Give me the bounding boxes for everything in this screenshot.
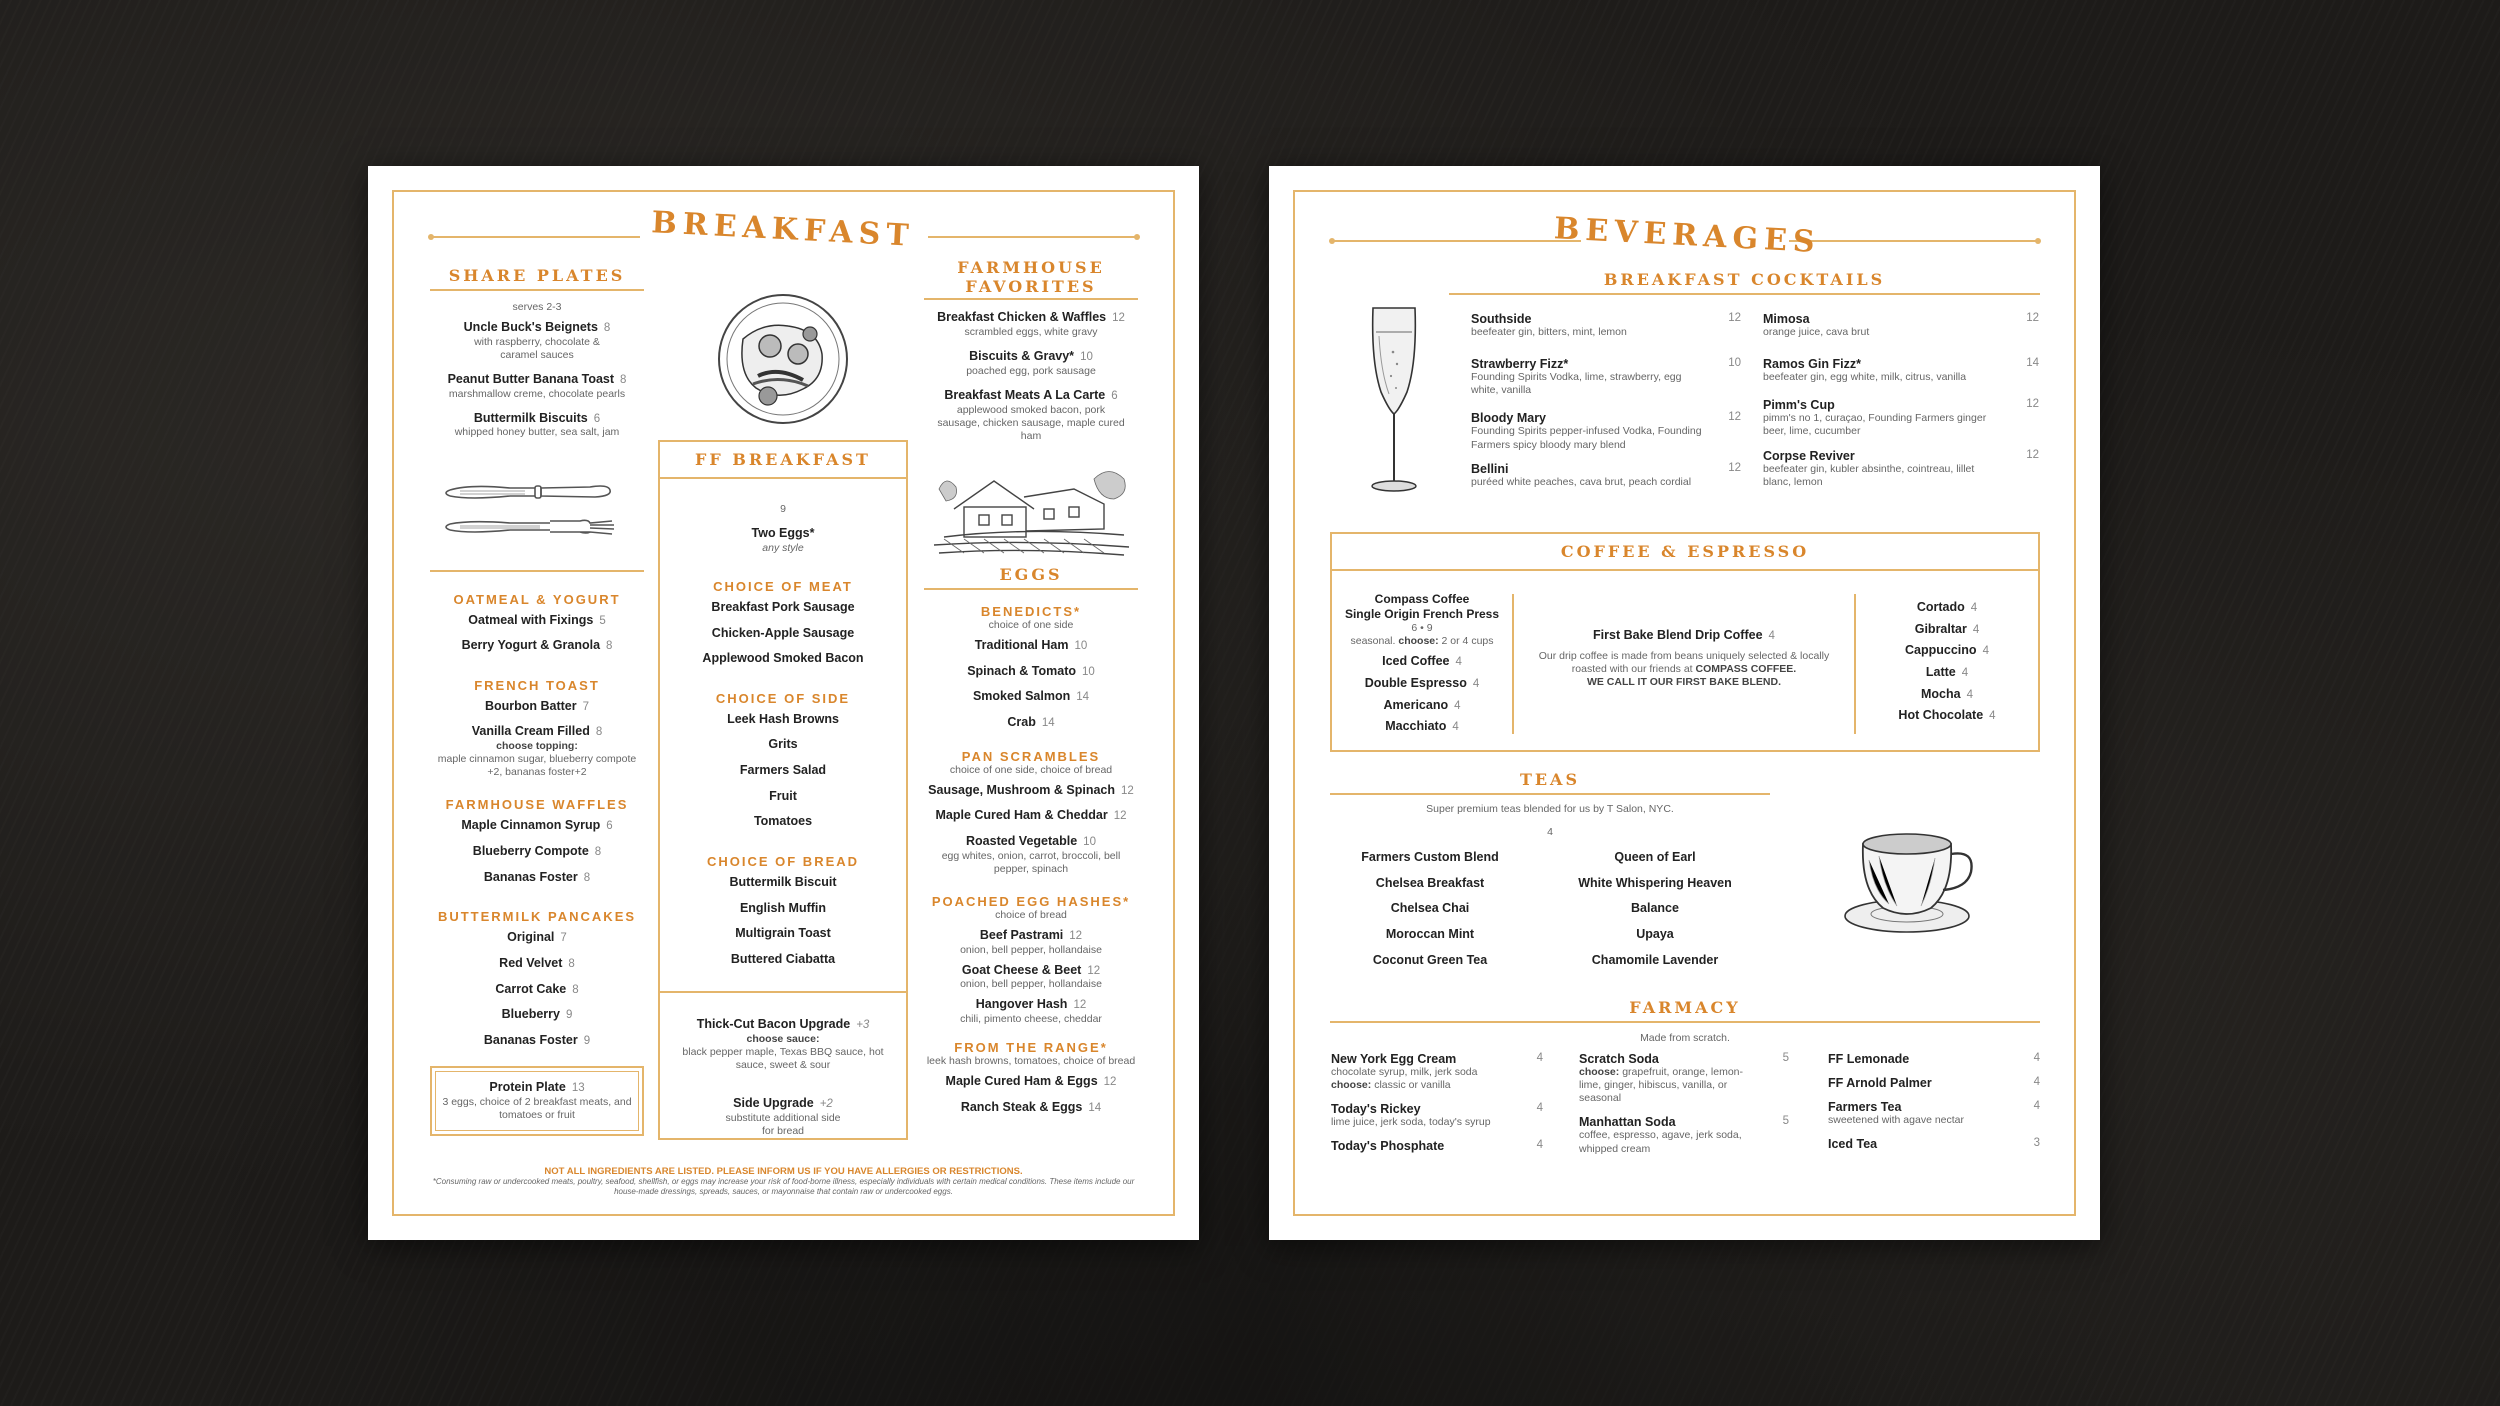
oatmeal-item: Berry Yogurt & Granola 8 [461,638,613,653]
coffee-left-column [1335,592,1509,735]
choice-of-meat-heading: CHOICE OF MEAT [713,578,853,594]
cocktail-item: Corpse Reviver 12 beefeater gin, kubler absinthe, cointreau, lillet blanc, lemon [1763,448,2039,488]
pancakes-heading: BUTTERMILK PANCAKES [437,909,637,925]
side-upgrade-desc: substitute additional side for bread [725,1112,841,1138]
side-option: Farmers Salad [739,763,827,777]
rule-dot [1329,238,1335,244]
champagne-flute-illustration [1359,302,1429,502]
meat-option: Applewood Smoked Bacon [702,651,864,666]
farmacy-item: FF Arnold Palmer 4 [1828,1076,2040,1090]
farmacy-column-1 [1331,1052,1543,1153]
breakfast-cocktails-heading: BREAKFAST COCKTAILS [1449,270,2040,295]
farmacy-item: New York Egg Cream 4 chocolate syrup, milk, jerk soda choose: classic or vanilla [1331,1052,1543,1092]
oatmeal-heading: OATMEAL & YOGURT [453,591,621,607]
cocktails-left-column [1471,312,1741,489]
cocktail-item: Bellini 12 puréed white peaches, cava brut, peach cordial [1471,461,1741,488]
benedicts-heading: BENEDICTS* [980,603,1082,619]
raw-food-warning: *Consuming raw or undercooked meats, poultry, seafood, shellfish, or eggs may increase your risk of food-borne illness, especially individuals with certain medical conditions. These items include our house-made dressings, spreads, sauces, or mayonnaise that contain raw or undercooked eggs. [432,1177,1135,1196]
coffee-divider [1512,594,1514,734]
share-plates-heading: SHARE PLATES [430,266,644,291]
ff-breakfast-heading: FF BREAKFAST [695,450,871,469]
side-option: Tomatoes [753,814,813,829]
side-option: Grits [768,737,798,752]
breakfast-title: BREAKFAST [650,205,916,254]
compass-note: seasonal. choose: 2 or 4 cups [1350,635,1494,648]
coffee-item: Americano 4 [1383,697,1461,712]
pancake-item: Blueberry 9 [501,1007,573,1022]
farmhouse-favorites-heading: FARMHOUSE FAVORITES [924,258,1138,300]
coffee-divider [1854,594,1856,734]
french-toast-heading: FRENCH TOAST [474,677,600,693]
bacon-upgrade: Thick-Cut Bacon Upgrade +3 [696,1017,870,1032]
bacon-sauce-desc: black pepper maple, Texas BBQ sauce, hot sauce, sweet & sour [682,1046,884,1072]
cocktail-item: Ramos Gin Fizz* 14 beefeater gin, egg white, milk, citrus, vanilla [1763,357,2039,384]
range-item: Maple Cured Ham & Eggs 12 [945,1074,1117,1089]
poached-hashes-heading: POACHED EGG HASHES* [931,893,1131,909]
cocktail-item: Bloody Mary 12 Founding Spirits pepper-infused Vodka, Founding Farmers spicy bloody mary blend [1471,411,1741,451]
coffee-item: Iced Coffee 4 [1382,654,1462,669]
rule-dot [428,234,434,240]
cocktail-item: Pimm's Cup 12 pimm's no 1, curaçao, Founding Farmers ginger beer, lime, cucumber [1763,398,2039,438]
tea-item: Coconut Green Tea [1372,952,1488,967]
title-rule-left [430,236,640,238]
espresso-item: Cappuccino 4 [1905,643,1989,658]
side-option: Leek Hash Browns [727,711,839,726]
farmacy-item: FF Lemonade 4 [1828,1052,2040,1066]
bread-option: Multigrain Toast [735,926,831,941]
topping-desc: maple cinnamon sugar, blueberry compote +2, bananas foster+2 [437,753,637,779]
pancake-item: Original 7 [507,930,567,945]
french-toast-item: Bourbon Batter 7 [484,698,590,713]
cocktail-item: Southside 12 beefeater gin, bitters, mint, lemon [1471,312,1741,338]
farmacy-column-2 [1579,1052,1789,1156]
favorite-item: Breakfast Chicken & Waffles 12 scrambled eggs, white gravy [937,310,1125,338]
waffle-item: Maple Cinnamon Syrup 6 [461,818,613,833]
farmacy-heading: FARMACY [1330,998,2040,1023]
meat-option: Chicken-Apple Sausage [711,625,855,640]
teas-intro: Super premium teas blended for us by T Salon, NYC. [1426,803,1674,815]
espresso-item: Latte 4 [1925,664,1969,679]
teas-price: 4 [1547,826,1553,838]
french-toast-item: Vanilla Cream Filled 8 [471,724,603,739]
farmacy-item: Farmers Tea 4 sweetened with agave nectar [1828,1100,2040,1126]
coffee-item: Macchiato 4 [1385,719,1459,734]
allergy-notice: NOT ALL INGREDIENTS ARE LISTED. PLEASE INFORM US IF YOU HAVE ALLERGIES OR RESTRICTIONS. [544,1166,1023,1177]
title-rule-right [1789,240,2039,242]
side-upgrade: Side Upgrade +2 [733,1096,833,1111]
compass-coffee-line2: Single Origin French Press [1344,607,1500,621]
scramble-item: Sausage, Mushroom & Spinach 12 [928,782,1134,797]
beverages-menu-page [1269,166,2100,1240]
pancake-item: Carrot Cake 8 [495,981,579,996]
teas-heading: TEAS [1330,770,1770,795]
cocktail-item: Strawberry Fizz* 10 Founding Spirits Vodka, lime, strawberry, egg white, vanilla [1471,357,1741,397]
choice-of-side-heading: CHOICE OF SIDE [715,690,851,706]
benedict-item: Traditional Ham 10 [974,638,1088,652]
tea-item: Farmers Custom Blend [1361,850,1499,864]
bread-option: Buttered Ciabatta [730,951,836,966]
benedicts-note: choice of one side [988,618,1074,631]
breakfast-column-3 [924,258,1138,1116]
bread-option: Buttermilk Biscuit [729,874,837,889]
tea-item: Moroccan Mint [1385,926,1475,941]
espresso-item: Mocha 4 [1921,686,1973,701]
breakfast-column-2 [658,450,908,1138]
waffles-heading: FARMHOUSE WAFFLES [445,797,629,813]
scramble-item: Maple Cured Ham & Cheddar 12 [935,808,1127,823]
drip-tagline: WE CALL IT OUR FIRST BAKE BLEND. [1586,675,1782,688]
farmhouse-illustration [924,449,1138,559]
topping-label: choose topping: [496,740,578,752]
title-rule-left [1331,240,1581,242]
farmacy-column-3 [1828,1052,2040,1151]
espresso-item: Cortado 4 [1916,600,1978,614]
favorite-item: Breakfast Meats A La Carte 6 applewood smoked bacon, pork sausage, chicken sausage, maple cured ham [937,387,1125,442]
cocktails-right-column [1763,312,2039,489]
tea-item: Chamomile Lavender [1591,952,1719,967]
tea-item: Chelsea Breakfast [1375,875,1485,890]
eggs-style: any style [762,541,804,554]
farmacy-item: Today's Rickey 4 lime juice, jerk soda, today's syrup [1331,1102,1543,1129]
coffee-center-column [1524,628,1844,689]
side-option: Fruit [769,788,797,803]
hash-item: Beef Pastrami 12 onion, bell pepper, hollandaise [960,927,1102,956]
waffle-item: Bananas Foster 8 [483,869,591,884]
bread-option: English Muffin [739,900,827,915]
tea-item: Chelsea Chai [1390,901,1470,916]
breakfast-footer [418,1166,1149,1197]
coffee-right-column [1859,600,2035,724]
benedict-item: Crab 14 [1007,714,1055,729]
breakfast-column-1 [430,266,644,1136]
tea-item: Queen of Earl [1614,850,1696,864]
choice-of-bread-heading: CHOICE OF BREAD [706,853,860,869]
share-plate-item: Peanut Butter Banana Toast 8 marshmallow creme, chocolate pearls [447,372,627,400]
share-plate-item: Buttermilk Biscuits 6 whipped honey butter, sea salt, jam [454,410,620,439]
tea-item: Upaya [1636,926,1674,941]
coffee-item: Double Espresso 4 [1364,675,1480,690]
teas-left-column [1330,850,1530,968]
breakfast-plate-illustration [708,284,858,434]
share-plates-serves: serves 2-3 [512,301,562,313]
benedict-item: Smoked Salmon 14 [972,689,1090,704]
rule-dot [1134,234,1140,240]
range-note: leek hash browns, tomatoes, choice of bread [926,1055,1136,1068]
compass-coffee-line1: Compass Coffee [1374,592,1470,606]
two-eggs: Two Eggs* [751,526,815,541]
cocktail-item: Mimosa 12 orange juice, cava brut [1763,312,2039,338]
pancake-item: Bananas Foster 9 [483,1032,591,1047]
tea-item: Balance [1631,901,1679,916]
eggs-heading: EGGS [924,565,1138,590]
teas-right-column [1545,850,1765,968]
pancake-item: Red Velvet 8 [499,955,575,970]
rule-dot [2035,238,2041,244]
meat-option: Breakfast Pork Sausage [711,599,855,614]
tea-item: White Whispering Heaven [1578,875,1732,890]
espresso-item: Hot Chocolate 4 [1898,708,1996,723]
hash-item: Hangover Hash 12 chili, pimento cheese, cheddar [960,997,1102,1025]
coffee-espresso-heading: COFFEE & ESPRESSO [1330,542,2040,571]
espresso-item: Gibraltar 4 [1914,621,1980,636]
compass-price: 6 • 9 [1411,622,1433,634]
bacon-sauce-label: choose sauce: [746,1033,820,1045]
farmacy-intro: Made from scratch. [1640,1032,1730,1044]
beverages-title: BEVERAGES [1553,211,1822,261]
breakfast-menu-page [368,166,1199,1240]
ff-breakfast-price: 9 [780,503,786,515]
waffle-item: Blueberry Compote 8 [472,844,602,858]
teacup-illustration [1839,820,1989,940]
farmacy-item: Manhattan Soda 5 coffee, espresso, agave, jerk soda, whipped cream [1579,1115,1789,1155]
favorite-item: Biscuits & Gravy* 10 poached egg, pork sausage [966,349,1096,377]
hashes-note: choice of bread [995,908,1067,921]
protein-plate-box: Protein Plate 13 3 eggs, choice of 2 breakfast meats, and tomatoes or fruit [430,1066,644,1136]
hash-item: Goat Cheese & Beet 12 onion, bell pepper, hollandaise [960,962,1102,991]
scrambles-note: choice of one side, choice of bread [949,763,1113,776]
drip-desc: Our drip coffee is made from beans uniquely selected & locally roasted with our friends at COMPASS COFFEE. [1538,649,1830,675]
range-item: Ranch Steak & Eggs 14 [960,1099,1102,1114]
from-the-range-heading: FROM THE RANGE* [954,1040,1108,1056]
share-plate-item: Uncle Buck's Beignets 8 with raspberry, chocolate & caramel sauces [463,320,611,361]
title-rule-right [928,236,1138,238]
drip-coffee: First Bake Blend Drip Coffee 4 [1593,628,1775,642]
farmacy-item: Iced Tea 3 [1828,1137,2040,1152]
farmacy-item: Today's Phosphate 4 [1331,1139,1543,1154]
pan-scrambles-heading: PAN SCRAMBLES [961,748,1101,764]
knife-and-fork-icon [430,466,644,556]
scramble-item: Roasted Vegetable 10 egg whites, onion, carrot, broccoli, bell pepper, spinach [941,833,1121,875]
benedict-item: Spinach & Tomato 10 [967,663,1095,678]
oatmeal-item: Oatmeal with Fixings 5 [468,612,606,627]
farmacy-item: Scratch Soda 5 choose: grapefruit, orange, lemon-lime, ginger, hibiscus, vanilla, or seasonal [1579,1052,1789,1105]
